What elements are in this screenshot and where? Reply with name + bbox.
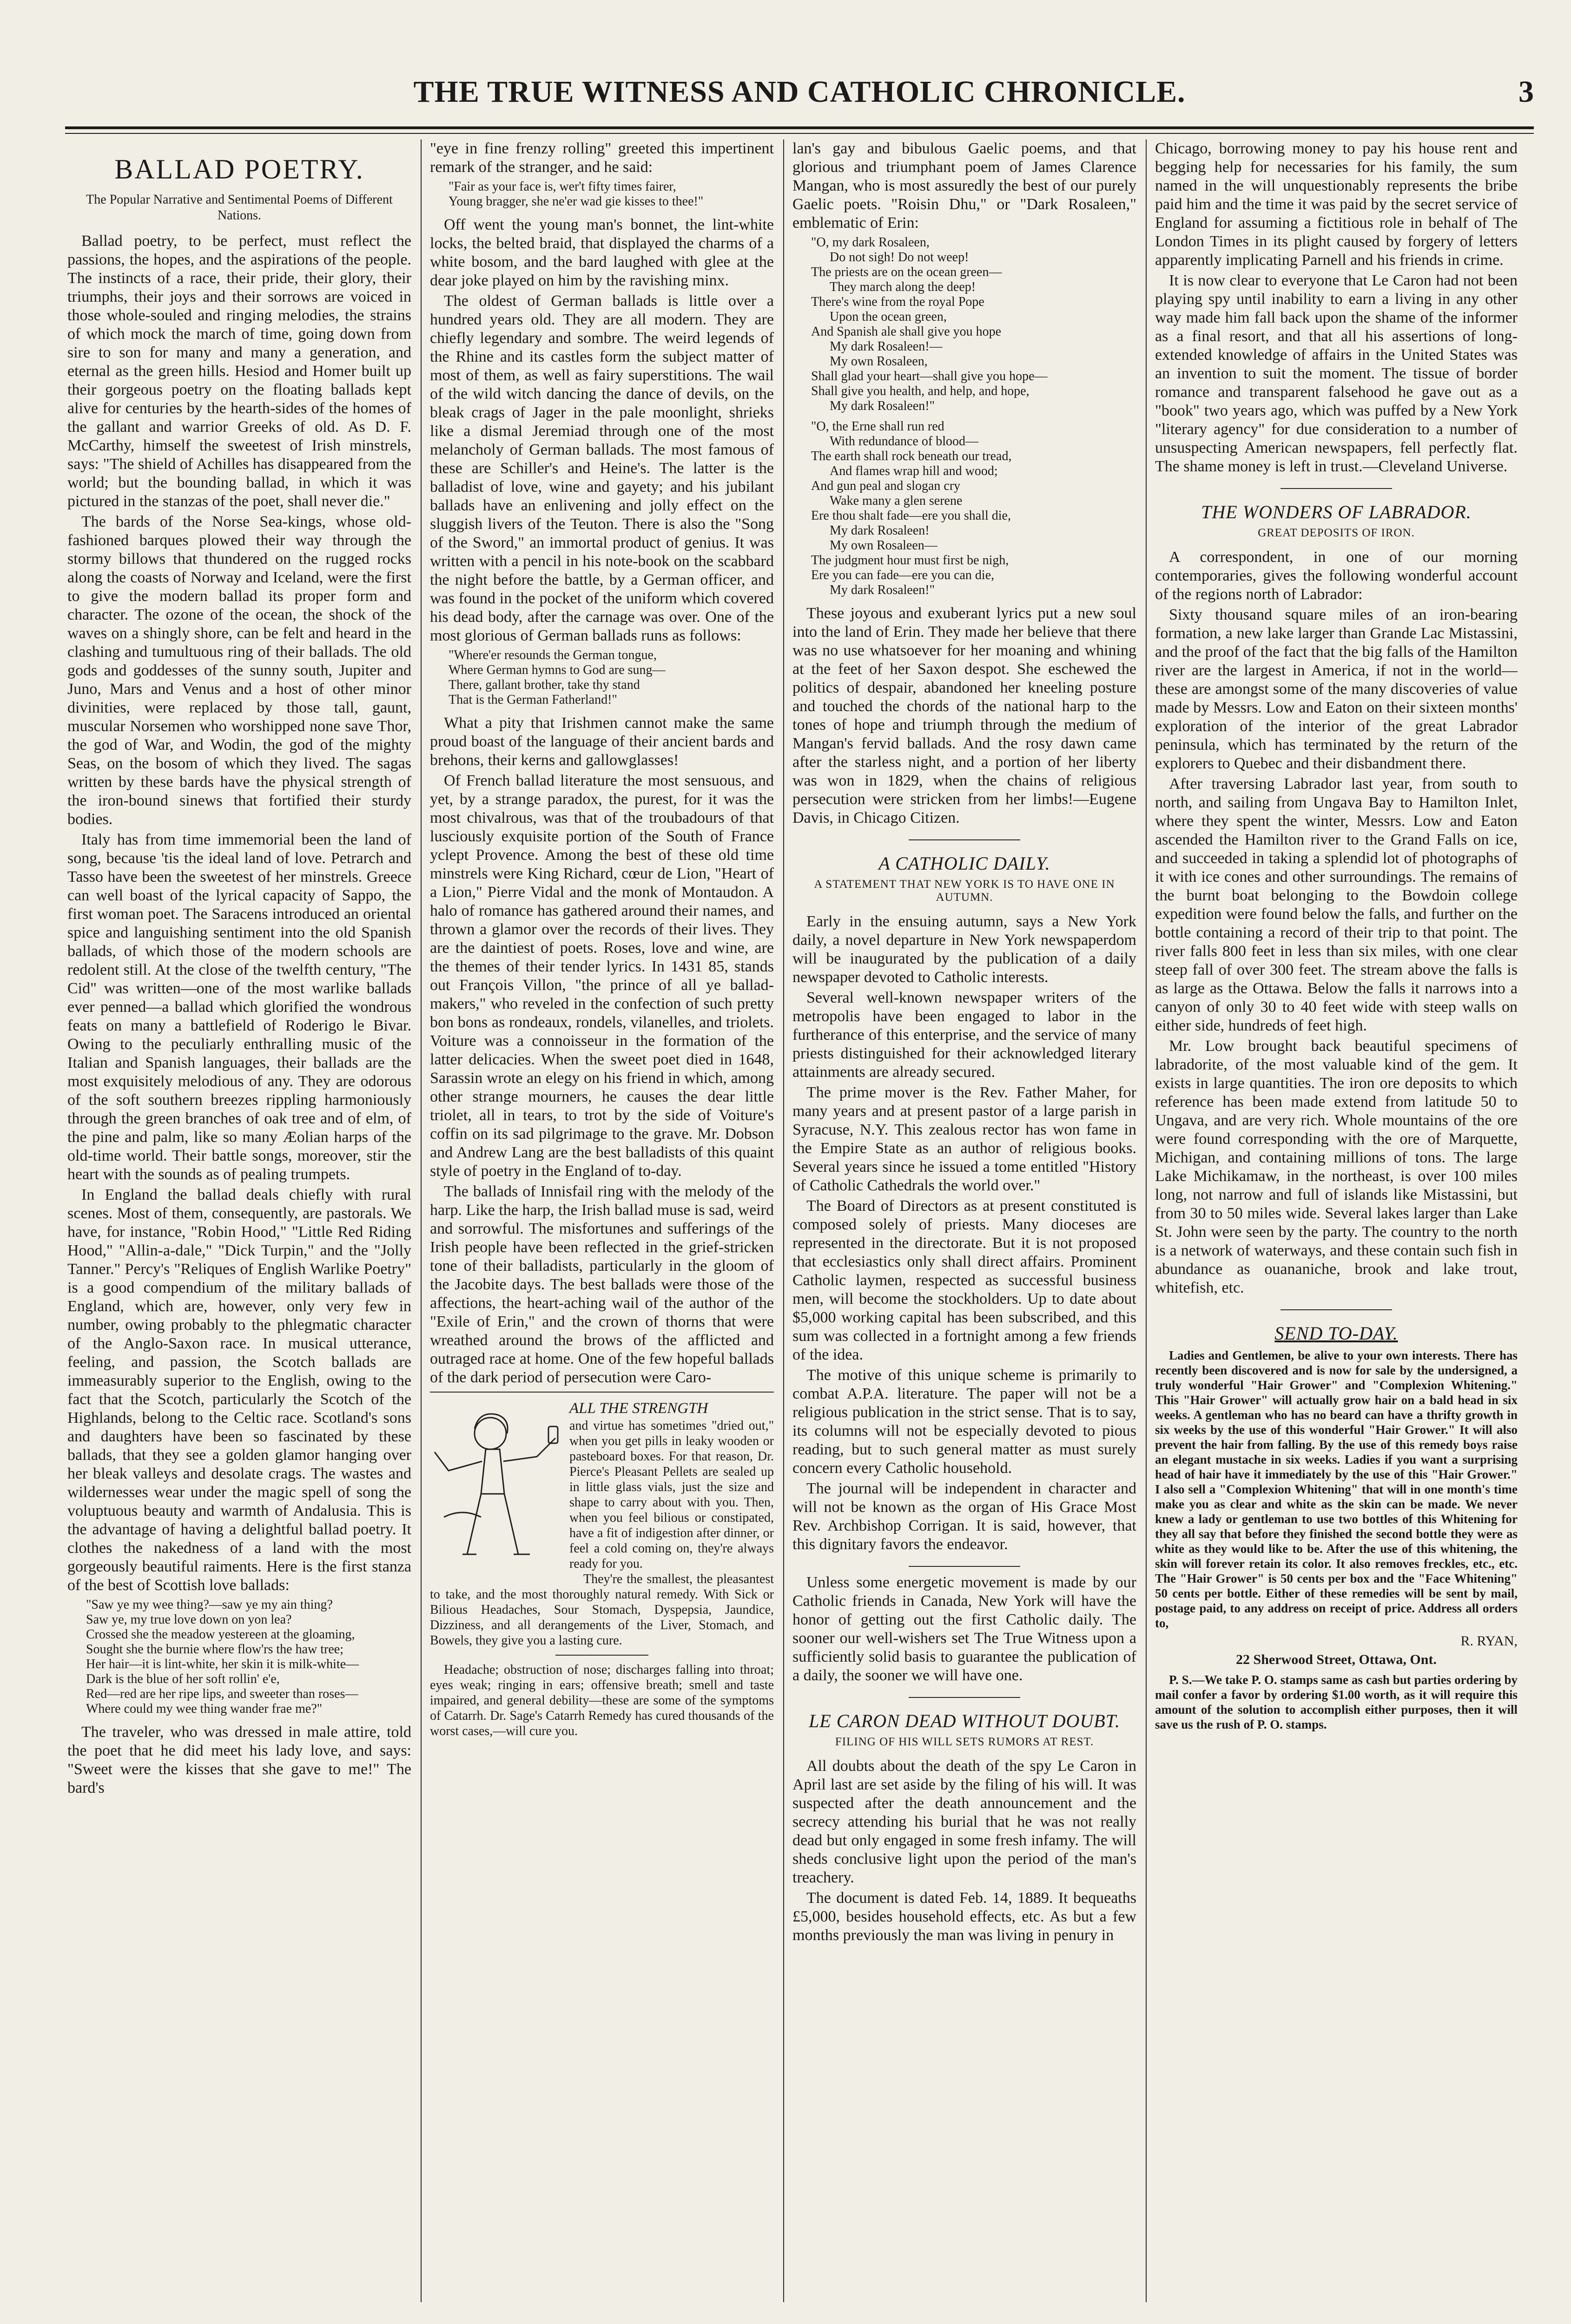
- verse-line: Young bragger, she ne'er wad gie kisses to thee!": [449, 194, 704, 209]
- verse-scottish-ballad: [86, 1598, 411, 1717]
- paragraph: Off went the young man's bonnet, the lint-white locks, the belted braid, that displayed the charms of a white bosom, and the bard laughed with glee at the dear joke played on him by the ravishing minx.: [430, 216, 774, 289]
- section-rule: [909, 1697, 1020, 1698]
- verse-line: There's wine from the royal Pope: [811, 295, 984, 309]
- paragraph: lan's gay and bibulous Gaelic poems, and that glorious and triumphant poem of James Clarence Mangan, who is most assuredly the best of our purely Gaelic poets. "Roisin Dhu," or "Dark Rosaleen," emblematic of Erin:: [792, 140, 1136, 231]
- verse-line: Do not sigh! Do not weep!: [830, 250, 969, 264]
- article-heading-le-caron: LE CARON DEAD WITHOUT DOUBT.: [809, 1710, 1120, 1731]
- verse-line: And flames wrap hill and wood;: [830, 464, 998, 478]
- advertisement-paragraph: Ladies and Gentlemen, be alive to your own interests. There has recently been discovered and is now for sale by the undersigned, a truly wonderful "Hair Grower" and "Complexion Whitening." This "Hair Grower" will actually grow hair on a bald head in six weeks. A gentleman who has no beard can have a thrifty growth in six weeks by the use of this wonderful "Hair Grower." It will also prevent the hair from falling. By the use of this remedy boys raise an elegant mustache in six weeks. Ladies if you want a surprising head of hair have it immediately by the use of this "Hair Grower." I also sell a "Complexion Whitening" that will in one month's time make you as clear and white as the skin can be made. We never knew a lady or gentleman to use two bottles of this Whitening for they all say that before they finished the second bottle they were as white as they would like to be. After the use of this whitening, the skin will forever retain its color. It also removes freckles, etc., etc. The "Hair Grower" is 50 cents per box and the "Face Whitening" 50 cents per bottle. Either of these remedies will be sent by mail, postage paid, to any address on receipt of price. Address all orders to,: [1155, 1348, 1518, 1630]
- verse-line: Saw ye, my true love down on yon lea?: [86, 1612, 292, 1627]
- paragraph: Mr. Low brought back beautiful specimens of labradorite, of the most valuable kind of the gem. It exists in large quantities. The iron ore deposits to which reference has been made extend from latitude 50 to Ungava, and are very rich. Whole mountains of the ore were found corresponding with the ore of Marquette, Michigan, and containing millions of tons. The large Lake Michikamaw, in the northeast, is over 100 miles long, not narrow and full of islands like Mistassini, but from 30 to 50 miles wide. Several lakes larger than Lake St. John were seen by the party. The country to the north is a network of waterways, and these contain such fish in abundance as ouananiche, brook and lake trout, whitefish, etc.: [1155, 1037, 1518, 1296]
- paragraph: The bards of the Norse Sea-kings, whose old-fashioned barques plowed their way through the stormy billows that thundered on the rugged rocks along the coasts of Norway and Iceland, were the first to give the modern ballad its proper form and character. The ozone of the ocean, the shock of the waves on a shingly shore, can be felt and heard in the clashing and tumultuous ring of their ballads. The old gods and goddesses of the sunny south, Jupiter and Juno, Mars and Venus and a host of other minor divinities, were replaced by those tall, gaunt, muscular Norsemen who worshipped none save Thor, the god of War, and Wodin, the god of the mighty Seas, on the bosom of which they lived. The sagas written by these bards have the physical strength of the iron-bound sinews that fortified their sturdy bodies.: [67, 513, 411, 828]
- section-rule: [1281, 1309, 1392, 1310]
- verse-line: Ere thou shalt fade—ere you shall die,: [811, 508, 1011, 523]
- advertiser-address: 22 Sherwood Street, Ottawa, Ont.: [1236, 1652, 1437, 1667]
- verse-line: The earth shall rock beneath our tread,: [811, 449, 1012, 463]
- paragraph: "eye in fine frenzy rolling" greeted this impertinent remark of the stranger, and he said:: [430, 140, 774, 176]
- paragraph: All doubts about the death of the spy Le Caron in April last are set aside by the filing of his will. It was suspected after the death announcement and the secrecy attending his burial that he was not really dead but only engaged in some fresh infamy. The will sheds conclusive light upon the period of the man's treachery.: [792, 1757, 1136, 1886]
- paragraph: Early in the ensuing autumn, says a New York daily, a novel departure in New York newspaperdom will be inaugurated by the publication of a daily newspaper devoted to Catholic interests.: [792, 913, 1136, 986]
- verse-line: Red—red are her ripe lips, and sweeter than roses—: [86, 1687, 358, 1701]
- verse-line: Where could my wee thing wander frae me?": [86, 1702, 323, 1716]
- verse-line: And gun peal and slogan cry: [811, 479, 961, 493]
- article-deck: FILING OF HIS WILL SETS RUMORS AT REST.: [835, 1736, 1094, 1748]
- column-3: [792, 139, 1136, 2302]
- newspaper-title: THE TRUE WITNESS AND CATHOLIC CHRONICLE.: [413, 75, 1186, 109]
- paragraph: The oldest of German ballads is little over a hundred years old. They are all modern. They are chiefly legendary and sombre. The weird legends of the Rhine and its castles form the subject matter of most of them, as well as fairy superstitions. The wail of the wild witch dancing the dance of devils, on the bleak crags of Jager in the pale moonlight, shrieks like a dismal Jeremiad through one of the most melancholy of German ballads. The most famous of these are Schiller's and Heine's. The latter is the balladist of love, wine and gayety; and his jubilant ballads have an enlivening and jolly effect on the sluggish livers of the Teuton. There is also the "Song of the Sword," an immortal product of genius. It was written with a pencil in his note-book on the scabbard the night before the battle, by a German officer, and was found in the pocket of the uniform which covered his dead body, after the carnage was over. One of the most glorious of German ballads runs as follows:: [430, 292, 774, 644]
- verse-line: Sought she the burnie where flow'rs the haw tree;: [86, 1642, 343, 1657]
- paragraph: The traveler, who was dressed in male attire, told the poet that he did meet his lady love, and says: "Sweet were the kisses that she gave to me!" The bard's: [67, 1723, 411, 1796]
- verse-line: That is the German Fatherland!": [449, 693, 617, 707]
- section-rule: [909, 1566, 1020, 1567]
- verse-line: With redundance of blood—: [830, 434, 979, 449]
- verse-line: My dark Rosaleen!": [830, 399, 935, 413]
- verse-line: My own Rosaleen,: [830, 354, 928, 369]
- column-1: [67, 139, 411, 2302]
- section-rule: [430, 1392, 774, 1393]
- verse-line: The priests are on the ocean green—: [811, 265, 1002, 279]
- section-rule: [1281, 488, 1392, 489]
- column-4: [1155, 139, 1518, 2302]
- paragraph: A correspondent, in one of our morning contemporaries, gives the following wonderful account of the regions north of Labrador:: [1155, 548, 1518, 603]
- section-rule: [909, 839, 1020, 840]
- paragraph: It is now clear to everyone that Le Caron had not been playing spy until inability to earn a living in any other way made him fall back upon the shame of the informer as a final resort, and that all his assertions of long-extended knowledge of affairs in the United States was an invention to suit the moment. The tissue of border romance and transparent falsehood he gave out as a "book" two years ago, which was puffed by a New York "literary agency" for due consideration to a number of unsuspecting American newspapers, fell perfectly flat. The shame money is left in trust.—Cleveland Universe.: [1155, 272, 1518, 475]
- article-heading-ballad-poetry: BALLAD POETRY.: [114, 154, 364, 185]
- verse-line: There, gallant brother, take thy stand: [449, 678, 640, 692]
- paragraph: The ballads of Innisfail ring with the melody of the harp. Like the harp, the Irish ballad muse is sad, weird and sorrowful. The misfortunes and sufferings of the Irish people have been reflected in the grief-stricken tone of their balladists, particularly in the gloom of the Jacobite days. The best ballads were those of the affections, the heart-aching wail of the author of the "Exile of Erin," and the crown of thorns that were wreathed around the brows of the afflicted and outraged race at home. One of the few hopeful ballads of the dark period of persecution were Caro-: [430, 1183, 774, 1386]
- paragraph: These joyous and exuberant lyrics put a new soul into the land of Erin. They made her believe that there was no use whatsoever for her moaning and whining at the feet of her Saxon despot. She eschewed the politics of despair, abandoned her kneeling posture and touched the chords of the national harp to the tones of hope and triumph through the medium of Mangan's fervid ballads. And the rosy dawn came after the starless night, and a portion of her liberty was won in 1829, when the chains of religious persecution were stricken from her limbs!—Eugene Davis, in Chicago Citizen.: [792, 605, 1136, 826]
- verse-line: "Saw ye my wee thing?—saw ye my ain thing?: [86, 1598, 333, 1612]
- verse-line: My dark Rosaleen!": [830, 583, 935, 597]
- advertisement-paragraph: and virtue has sometimes "dried out," when you get pills in leaky wooden or pasteboard boxes. For that reason, Dr. Pierce's Pleasant Pellets are sealed up in little glass vials, just the size and shape to carry about with you. Then, when you feel bilious or constipated, have a fit of indigestion after dinner, or feel a cold coming on, they're always ready for you.: [569, 1419, 774, 1571]
- verse-line: Where German hymns to God are sung—: [449, 663, 666, 677]
- paragraph: The prime mover is the Rev. Father Maher, for many years and at present pastor of a large parish in Syracuse, N.Y. This zealous rector has won fame in the Empire State as an author of religious books. Several years since he issued a tome entitled "History of Catholic Cathedrals the world over.": [792, 1084, 1136, 1194]
- article-heading-labrador: THE WONDERS OF LABRADOR.: [1201, 502, 1472, 522]
- verse-line: "O, my dark Rosaleen,: [811, 235, 930, 250]
- advertisement-paragraph: They're the smallest, the pleasantest to take, and the most thoroughly natural remedy. With Sick or Bilious Headaches, Sour Stomach, Dyspepsia, Jaundice, Dizziness, and all derangements of the Liver, Stomach, and Bowels, they give you a lasting cure.: [430, 1572, 774, 1648]
- paragraph: Several well-known newspaper writers of the metropolis have been engaged to labor in the furtherance of this enterprise, and the service of many priests distinguished for their acknowledged literary attainments are already secured.: [792, 989, 1136, 1081]
- verse-line: Dark is the blue of her soft rollin' e'e,: [86, 1672, 280, 1686]
- paragraph: Unless some energetic movement is made by our Catholic friends in Canada, New York will have the honor of getting out the first Catholic daily. The sooner our well-wishers set The True Witness upon a sufficiently solid basis to guarantee the publication of a daily, the sooner we will have one.: [792, 1574, 1136, 1684]
- verse-line: And Spanish ale shall give you hope: [811, 324, 1002, 339]
- verse-line: "Fair as your face is, wer't fifty times fairer,: [449, 179, 676, 194]
- article-deck: GREAT DEPOSITS OF IRON.: [1258, 527, 1415, 539]
- verse-line: My dark Rosaleen!: [830, 523, 930, 538]
- masthead-rule: [65, 126, 1534, 129]
- column-2: [430, 139, 774, 2302]
- advertisement-pierce-pellets: [430, 1401, 774, 1739]
- paragraph: What a pity that Irishmen cannot make the same proud boast of the language of their ancient bards and brehons, their kerns and gallowglasses!: [430, 714, 774, 769]
- verse-line: The judgment hour must first be nigh,: [811, 553, 1009, 568]
- section-rule: [555, 1655, 648, 1656]
- paragraph: Ballad poetry, to be perfect, must reflect the passions, the hopes, and the aspirations of the people. The instincts of a race, their pride, their glory, their triumphs, their joys and their sorrows are voiced in those whole-souled and ringing melodies, the strains of which mock the march of time, going down from sire to son for many and many a generation, and eternal as the green hills. Hesiod and Homer built up their gorgeous poetry on the floating ballads kept alive for centuries by the hearth-sides of the homes of the gallant and warrior Greeks of old. As D. F. McCarthy, himself the sweetest of Irish minstrels, says: "The shield of Achilles has disappeared from the world; but the bounding ballad, in which it was pictured in the stanzas of the poet, shall never die.": [67, 232, 411, 510]
- verse-line: Shall glad your heart—shall give you hope—: [811, 369, 1048, 383]
- paragraph: In England the ballad deals chiefly with rural scenes. Most of them, consequently, are pastorals. We have, for instance, "Robin Hood," "Little Red Riding Hood," "Allin-a-dale," "Dick Turpin," and the "Jolly Tanner." Percy's "Reliques of English Warlike Poetry" is a good compendium of the military ballads of England, which are, however, only very few in number, owing probably to the phlegmatic character of the Anglo-Saxon race. In musical utterance, feeling, and passion, the Scotch ballads are immeasurably superior to the English, owing to the fact that the Scotch, particularly the Scotch of the Highlands, belong to the Celtic race. Scotland's sons and daughters have been so fascinated by these ballads, that they see a golden glamor hanging over her bleak valleys and desolate crags. The wastes and wildernesses wear under the magic spell of song the voluptuous beauty and warmth of Andalusia. This is the advantage of having a delightful ballad poetry. It clothes the nakedness of a land with the most gorgeously beautiful raiments. Here is the first stanza of the best of Scottish love ballads:: [67, 1186, 411, 1594]
- advertiser-name: R. RYAN,: [1460, 1633, 1518, 1649]
- paragraph: The document is dated Feb. 14, 1889. It bequeaths £5,000, besides household effects, etc. As but a few months previously the man was living in penury in: [792, 1889, 1136, 1944]
- verse-line: My dark Rosaleen!—: [830, 339, 943, 354]
- verse-line: Ere you can fade—ere you can die,: [811, 568, 995, 582]
- column-divider: [783, 139, 784, 2302]
- advertisement-postscript: P. S.—We take P. O. stamps same as cash but parties ordering by mail confer a favor by ordering $1.00 worth, as it will require this amount of the solution to accomplish either purposes, then it will save us the rush of P. O. stamps.: [1155, 1673, 1518, 1731]
- advertisement-heading: ALL THE STRENGTH: [569, 1400, 708, 1417]
- verse-line: Wake many a glen serene: [830, 494, 963, 508]
- verse-line: My own Rosaleen—: [830, 538, 937, 553]
- paragraph: Italy has from time immemorial been the land of song, because 'tis the ideal land of love. Petrarch and Tasso have been the sweetest of her minstrels. Greece can well boast of the lyrical capacity of Sappo, the first woman poet. The Saracens introduced an oriental spice and languishing sentiment into the old Spanish ballads, of which those of the modern schools are redolent still. At the close of the twelfth century, "The Cid" was written—one of the most warlike ballads ever penned—a ballad which glorified the wondrous feats on many a battlefield of Roderigo le Bivar. Owing to the peculiarly enthralling music of the Italian and Spanish languages, their ballads are the most exquisitely melodious of any. They are odorous of the soft southern breezes rippling harmoniously through the green branches of oak tree and of elm, of the pine and palm, like so many Æolian harps of the old-time world. Their battle songs, moreover, stir the heart with the sounds as of pealing trumpets.: [67, 831, 411, 1183]
- verse-line: Her hair—it is lint-white, her skin it is milk-white—: [86, 1657, 359, 1671]
- column-divider: [1146, 139, 1147, 2302]
- verse-line: Crossed she the meadow yestereen at the gloaming,: [86, 1627, 355, 1642]
- paragraph: Sixty thousand square miles of an iron-bearing formation, a new lake larger than Grande Lac Mistassini, and the proof of the fact that the big falls of the Hamilton river are the largest in America, if not in the world—these are amongst some of the many discoveries of value made by Messrs. Low and Eaton on their sixteen months' exploration of the interior of the great Labrador peninsula, which has terminated by the return of the explorers to Quebec and their disbandment there.: [1155, 606, 1518, 772]
- article-deck: A STATEMENT THAT NEW YORK IS TO HAVE ONE IN AUTUMN.: [814, 878, 1115, 904]
- paragraph: The journal will be independent in character and will not be known as the organ of His Grace Most Rev. Archbishop Corrigan. It is said, however, that this dignitary favors the endeavor.: [792, 1480, 1136, 1553]
- verse-line: Upon the ocean green,: [830, 310, 947, 324]
- advertisement-heading-send-today: SEND TO-DAY.: [1274, 1323, 1398, 1344]
- paragraph: After traversing Labrador last year, from south to north, and sailing from Ungava Bay to Hamilton Inlet, where they spent the winter, Messrs. Low and Eaton ascended the Hamilton river to the Grand Falls on ice, and succeeded in taking a splendid lot of photographs of it with ice cones and other surroundings. The remains of the burnt boat belonging to the Bowdoin college expedition were found below the falls, and further on the bottle containing a record of their trip to that point. The river falls 800 feet in less than six miles, with one clear steep fall of over 300 feet. The stream above the falls is as large as the Ottawa. Below the falls it narrows into a canyon of only 30 to 40 feet wide with steep walls on either side, hundreds of feet high.: [1155, 775, 1518, 1034]
- paragraph: The Board of Directors as at present constituted is composed solely of priests. Many dioceses are represented in the directorate. But it is not proposed that ecclesiastics only shall direct affairs. Prominent Catholic laymen, respected as successful business men, will become the stockholders. Up to date about $5,000 working capital has been subscribed, and this sum was collected in a fortnight among a few friends of the idea.: [792, 1197, 1136, 1363]
- verse-line: "O, the Erne shall run red: [811, 419, 944, 434]
- verse-line: Shall give you health, and help, and hope,: [811, 384, 1030, 398]
- paragraph: The motive of this unique scheme is primarily to combat A.P.A. literature. The paper will not be a religious publication in the strict sense. That is to say, its columns will not be especially devoted to pious reading, but to such general matter as must surely concern every Catholic household.: [792, 1367, 1136, 1477]
- masthead-rule-thin: [65, 133, 1534, 134]
- paragraph: Of French ballad literature the most sensuous, and yet, by a strange paradox, the purest, for it was the most chivalrous, was that of the troubadours of that lusciously exquisite portion of the South of France yclept Provence. Among the best of these old time minstrels were King Richard, cœur de Lion, "Heart of a Lion," Pierre Vidal and the monk of Montaudon. A halo of romance has gathered around their names, and thrown a glamor over the records of their lives. They are the daintiest of poets. Roses, love and wine, are the themes of their tender lyrics. In 1431 85, stands out François Villon, "the prince of all ye ballad-makers," who reveled in the confection of such pretty bon bons as rondeaux, rondels, vilanelles, and triolets. Voiture was a connoisseur in the formation of the latter delicacies. When the sweet poet died in 1648, Sarassin wrote an elegy on his friend in which, among other strange mourners, he causes the dear little triolet, all in tears, to trot by the side of Voiture's coffin on its sad pilgrimage to the grave. Mr. Dobson and Andrew Lang are the best balladists of this quaint style of poetry in the England of to-day.: [430, 772, 774, 1180]
- verse-quote: [449, 179, 774, 209]
- article-heading-catholic-daily: A CATHOLIC DAILY.: [878, 853, 1050, 874]
- advertisement-paragraph: Headache; obstruction of nose; discharges falling into throat; eyes weak; ringing in ears; offensive breath; smell and taste impaired, and general debility—these are some of the symptoms of Catarrh. Dr. Sage's Catarrh Remedy has cured thousands of the worst cases,—will cure you.: [430, 1663, 774, 1738]
- paragraph: Chicago, borrowing money to pay his house rent and begging help for necessaries for his family, the sum named in the will unquestionably represents the bribe paid him and the time it was paid by the secret service of England for assuming a fictitious role in behalf of The London Times in its plight caused by forgery of letters apparently implicating Parnell and his friends in crime.: [1155, 140, 1518, 269]
- verse-german: [449, 648, 774, 707]
- article-subheading: The Popular Narrative and Sentimental Poems of Different Nations.: [86, 192, 393, 223]
- verse-line: "Where'er resounds the German tongue,: [449, 648, 657, 662]
- page-number: 3: [1518, 75, 1534, 109]
- advertisement-illustration: [430, 1401, 569, 1573]
- verse-dark-rosaleen: [811, 235, 1136, 598]
- column-divider: [421, 139, 422, 2302]
- verse-line: They march along the deep!: [830, 280, 976, 294]
